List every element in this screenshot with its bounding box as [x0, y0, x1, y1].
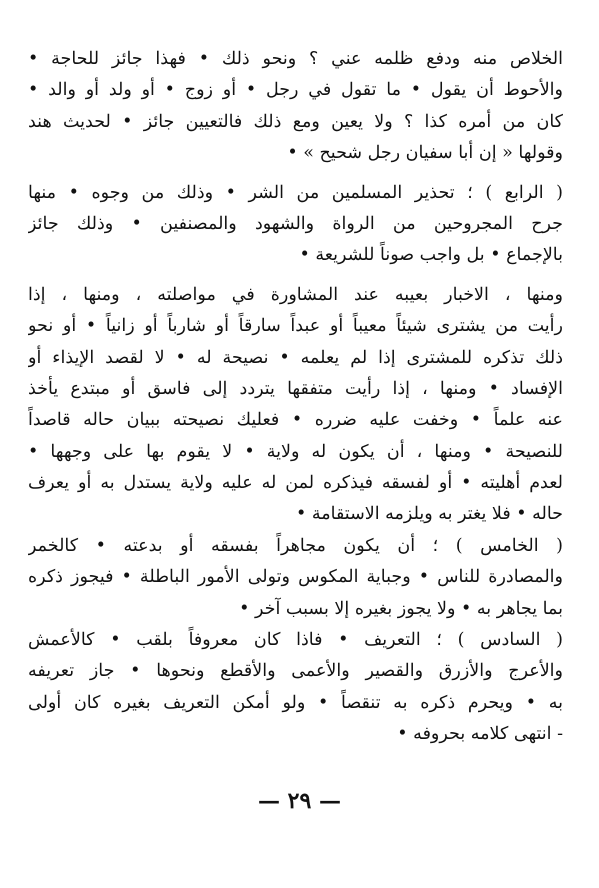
text-line: كان من أمره كذا ؟ ولا يعين ومع ذلك فالتعيين جائز • لحديث هند [28, 111, 563, 132]
text-line: والأحوط أن يقول • ما تقول في رجل • أو زوج • أو ولد أو والد • [28, 80, 563, 101]
text-line: لعدم أهليته • أو لفسقه فيذكره لمن له عليه ولاية يستدل به أو يعرف [28, 473, 563, 494]
text-line: رأيت من يشترى شيئاً معيباً أو عبداً سارقاً أو شارباً أو زانياً • أو نحو [28, 316, 563, 337]
text-line: والمصادرة للناس • وجباية المكوس وتولى الأمور الباطلة • فيجوز ذكره [28, 567, 563, 588]
text-line: به • ويحرم ذكره به تنقصاً • ولو أمكن التعريف بغيره كان أولى [28, 692, 563, 713]
text-line: للنصيحة • ومنها ، أن يكون له ولاية • لا يقوم بها على وجهها • [28, 441, 563, 462]
text-line: ومنها ، الاخبار بعيبه عند المشاورة في مواصلته ، ومنها ، إذا [28, 284, 563, 305]
text-line: بما يجاهر به • ولا يجوز بغيره إلا بسبب آخر • [239, 598, 563, 619]
text-line: ( الرابع ) ؛ تحذير المسلمين من الشر • وذلك من وجوه • منها [28, 182, 563, 203]
text-line: الإفساد • ومنها ، إذا رأيت متفقها يتردد إلى فاسق أو مبتدع يأخذ [28, 378, 563, 399]
page-number: — ٢٩ — [258, 788, 341, 814]
text-line: الخلاص منه ودفع ظلمه عني ؟ ونحو ذلك • فهذا جائز للحاجة • [28, 49, 563, 69]
text-line: والأعرج والأزرق والقصير والأعمى والأقطع ونحوها • جاز تعريفه [28, 661, 563, 682]
text-line: ( السادس ) ؛ التعريف • فاذا كان معروفاً بلقب • كالأعمش [28, 630, 563, 651]
text-line: بالإجماع • بل واجب صوناً للشريعة • [299, 245, 563, 266]
text-line: ذلك تذكره للمشترى إذا لم يعلمه • نصيحة له • لا لقصد الإيذاء أو [28, 347, 563, 368]
text-line: ( الخامس ) ؛ أن يكون مجاهراً بفسقه أو بدعته • كالخمر [28, 535, 563, 556]
text-line: جرح المجروحين من الرواة والشهود والمصنفين • وذلك جائز [28, 213, 563, 234]
text-line: وقولها « إن أبا سفيان رجل شحيح » • [287, 143, 563, 164]
text-line: - انتهى كلامه بحروفه • [397, 724, 563, 745]
text-line: حاله • فلا يغتر به ويلزمه الاستقامة • [295, 504, 563, 525]
page-body [28, 44, 563, 751]
text-line: عنه علماً • وخفت عليه ضرره • فعليك نصيحته ببيان حاله قاصداً [28, 410, 563, 431]
